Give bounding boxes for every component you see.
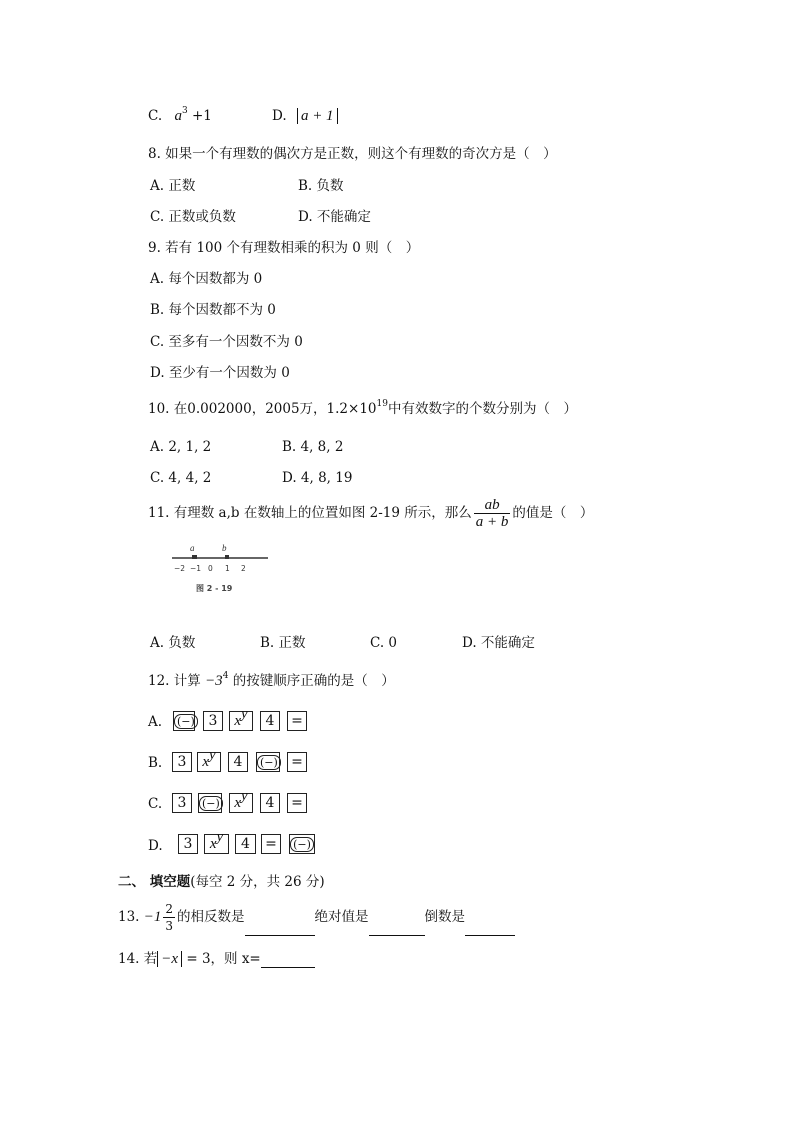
point-a-marker — [192, 555, 197, 559]
key-3: 3 — [172, 793, 192, 813]
q12-stem — [148, 672, 395, 690]
q13-fraction-numerator: 2 — [165, 902, 174, 916]
q11-option-d: D. 不能确定 — [462, 635, 535, 651]
key-power: $x^y$ — [229, 793, 253, 813]
tick-label: −2 — [174, 564, 186, 573]
q10-suffix: 中有效数字的个数分别为（ ） — [387, 401, 577, 417]
q10-option-b: B. 4, 8, 2 — [282, 439, 344, 455]
q13-prefix: 13. — [118, 909, 144, 925]
q12-expr-exp: 4 — [222, 671, 229, 681]
q10-number-2: 2005 — [265, 401, 300, 417]
q14-suffix: ，则 x= — [210, 951, 261, 967]
q11-stem-before: 11. 有理数 a,b 在数轴上的位置如图 2-19 所示，那么 — [148, 505, 472, 521]
q10-number-2-unit: 万 — [299, 401, 314, 417]
key-3: 3 — [178, 834, 198, 854]
q13-text-3: 倒数是 — [424, 909, 466, 925]
q11-fraction — [474, 497, 511, 530]
q11-fraction-numerator: ab — [474, 497, 511, 514]
q7-option-c-rest: +1 — [187, 108, 212, 124]
tick-label: 2 — [241, 564, 246, 573]
key-negative: (−) — [256, 752, 280, 772]
q7-option-c-exp: 3 — [181, 106, 188, 116]
q7-option-d — [272, 107, 338, 125]
number-line-figure — [170, 538, 270, 598]
q7-option-c — [148, 107, 212, 125]
key-4: 4 — [260, 711, 280, 731]
q10-number-1: 0.002000 — [187, 401, 252, 417]
q12-option-c-label: C. — [148, 796, 163, 812]
q12-option-d-label: D. — [148, 838, 163, 854]
key-equals: = — [261, 834, 281, 854]
q10-prefix: 10. 在 — [148, 401, 188, 417]
q8-option-d: D. 不能确定 — [298, 209, 371, 225]
q11-option-a: A. 负数 — [150, 635, 196, 651]
q8-option-b: B. 负数 — [298, 178, 344, 194]
point-a-label: a — [190, 543, 195, 553]
key-4: 4 — [228, 752, 248, 772]
q13-fraction — [163, 901, 175, 934]
q12-expr-base: −3 — [205, 673, 223, 689]
q12-option-b-label: B. — [148, 755, 163, 771]
section-2-heading — [118, 873, 325, 891]
section-2-title: 二、 填空题 — [118, 874, 191, 890]
key-4: 4 — [235, 834, 256, 854]
key-negative: (−) — [173, 711, 195, 731]
q14-blank[interactable] — [261, 953, 315, 968]
q11-option-b: B. 正数 — [260, 635, 306, 651]
key-3: 3 — [203, 711, 223, 731]
q10-option-a: A. 2, 1, 2 — [150, 439, 212, 455]
q7-option-d-expr: a + 1 — [297, 108, 338, 124]
q14-prefix: 14. 若 — [118, 951, 158, 967]
key-negative: (−) — [198, 793, 222, 813]
q10-option-d: D. 4, 8, 19 — [282, 470, 353, 486]
q10-stem — [148, 400, 577, 418]
q10-number-3-exp: 19 — [376, 399, 388, 409]
q13-text-1: 的相反数是 — [177, 909, 245, 925]
q9-option-a: A. 每个因数都为 0 — [150, 271, 263, 287]
q9-stem: 9. 若有 100 个有理数相乘的积为 0 则（ ） — [148, 240, 420, 256]
q13-blank-1[interactable] — [245, 921, 315, 936]
q13-blank-3[interactable] — [465, 921, 515, 936]
q8-option-a: A. 正数 — [150, 178, 196, 194]
key-4: 4 — [260, 793, 280, 813]
key-equals: = — [287, 711, 307, 731]
key-power: $x^y$ — [197, 752, 221, 772]
key-3: 3 — [172, 752, 192, 772]
q14-abs-expr: −x — [157, 951, 182, 967]
q14-equals: = 3 — [182, 951, 211, 967]
point-b-marker — [225, 555, 229, 559]
q11-fraction-denominator: a + b — [475, 514, 509, 530]
tick-label: −1 — [190, 564, 202, 573]
q9-option-b: B. 每个因数都不为 0 — [150, 302, 276, 318]
q7-option-c-label: C. — [148, 108, 163, 124]
point-b-label: b — [222, 543, 227, 553]
q11-stem — [148, 496, 593, 530]
q7-option-c-base: a — [174, 108, 182, 124]
q10-sep-1: ， — [251, 401, 266, 417]
q10-option-c: C. 4, 4, 2 — [150, 470, 212, 486]
key-negative: (−) — [289, 834, 315, 854]
q11-option-c: C. 0 — [370, 635, 398, 651]
q14 — [118, 950, 315, 968]
q12-stem-before: 12. 计算 — [148, 673, 201, 689]
q13-blank-2[interactable] — [369, 921, 425, 936]
q12-option-a-label: A. — [148, 714, 163, 730]
key-equals: = — [287, 752, 307, 772]
q13 — [118, 898, 515, 936]
key-power: $x^y$ — [229, 711, 253, 731]
tick-label: 0 — [208, 564, 213, 573]
q7-option-d-label: D. — [272, 108, 287, 124]
key-equals: = — [287, 793, 307, 813]
q9-option-d: D. 至少有一个因数为 0 — [150, 365, 290, 381]
q10-number-3: 1.2×10 — [326, 401, 377, 417]
key-power: $x^y$ — [204, 834, 229, 854]
q12-stem-after: 的按键顺序正确的是（ ） — [232, 673, 395, 689]
q13-text-2: 绝对值是 — [314, 909, 369, 925]
q9-option-c: C. 至多有一个因数不为 0 — [150, 334, 303, 350]
figure-caption: 图 2 - 19 — [196, 584, 233, 593]
q10-sep-2: ， — [313, 401, 327, 417]
q11-stem-after: 的值是（ ） — [512, 505, 594, 521]
tick-label: 1 — [225, 564, 230, 573]
q8-option-c: C. 正数或负数 — [150, 209, 236, 225]
section-2-note: (每空 2 分，共 26 分) — [190, 874, 325, 890]
q8-stem: 8. 如果一个有理数的偶次方是正数，则这个有理数的奇次方是（ ） — [148, 146, 557, 162]
q13-fraction-denominator: 3 — [165, 919, 174, 933]
q13-whole: −1 — [143, 909, 162, 925]
